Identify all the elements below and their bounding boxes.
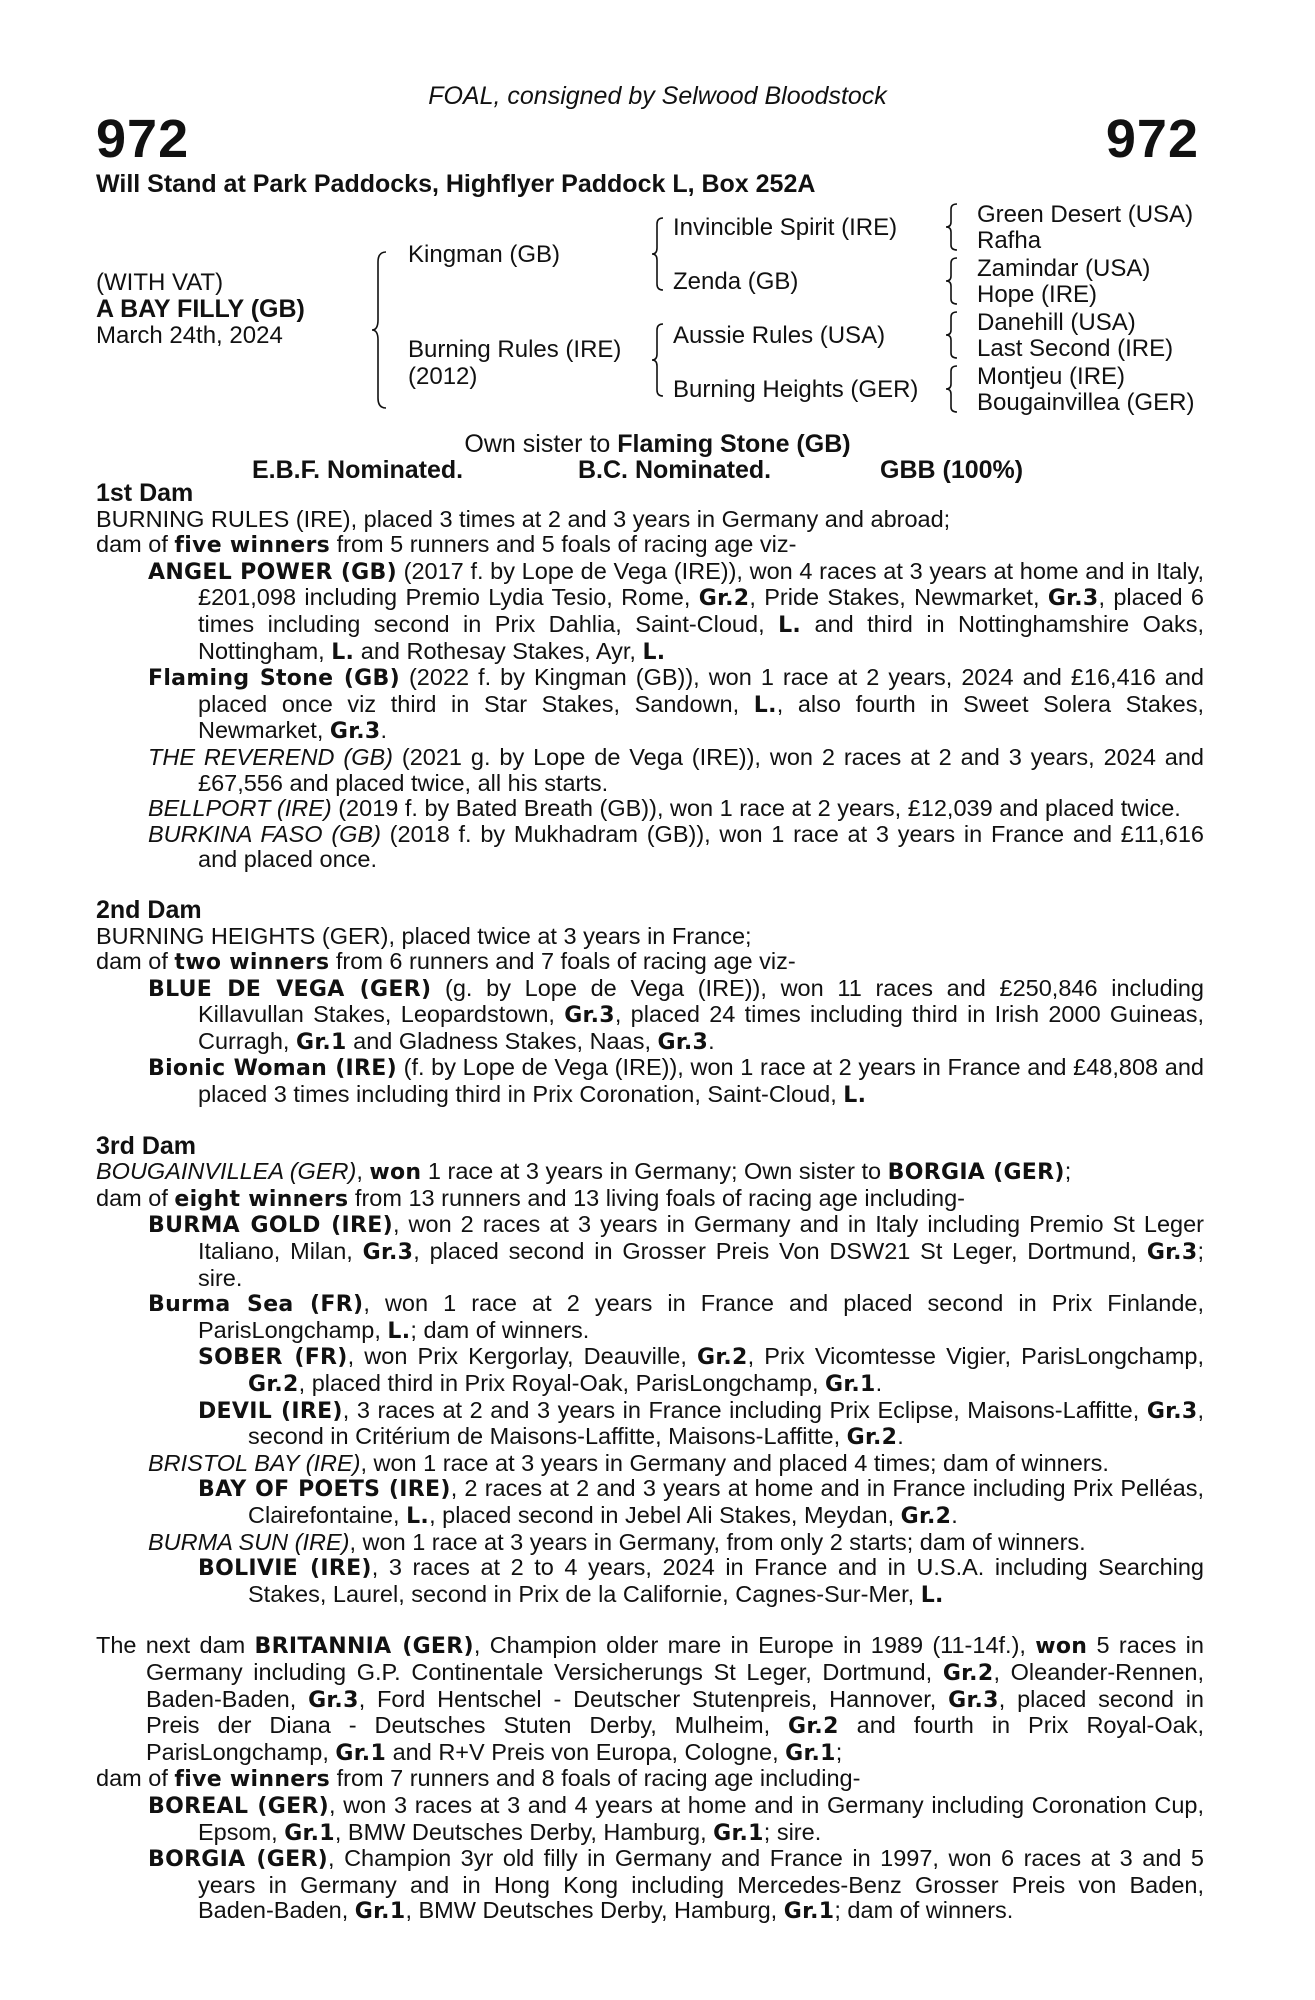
consignment-line: FOAL, consigned by Selwood Bloodstock [428, 82, 887, 110]
ggd-3: Last Second (IRE) [977, 335, 1174, 362]
ebf-nomination: E.B.F. Nominated. [252, 456, 464, 484]
pedigree-brace-sire [650, 216, 666, 292]
pedigree-brace-sd [944, 256, 960, 306]
produce-item: Bionic Woman (IRE) (f. by Lope de Vega (IRE)), won 1 race at 2 years in France and £48,808 and placed 3 times including third in Prix Coronation, Saint-Cloud, L. [148, 1054, 1204, 1109]
produce-item: SOBER (FR), won Prix Kergorlay, Deauville, Gr.2, Prix Vicomtesse Vigier, ParisLongchamp, Gr.2, placed third in Prix Royal-Oak, ParisLongchamp, Gr.1. [198, 1343, 1204, 1397]
own-sister-name: Flaming Stone (GB) [617, 430, 851, 458]
stand-location: Will Stand at Park Paddocks, Highflyer Paddock L, Box 252A [96, 170, 816, 198]
pedigree-brace-ds [944, 310, 960, 360]
pedigree-brace-main [370, 250, 390, 410]
gbb-rating: GBB (100%) [880, 456, 1024, 484]
own-sister-prefix: Own sister to [464, 430, 618, 458]
produce-item: BOREAL (GER), won 3 races at 3 and 4 years at home and in Germany including Coronation Cup, Epsom, Gr.1, BMW Deutsches Derby, Hamburg, Gr.1; sire. [148, 1791, 1204, 1846]
ggs-4: Montjeu (IRE) [977, 363, 1126, 390]
produce-item: BURKINA FASO (GB) (2018 f. by Mukhadram (GB)), won 1 race at 3 years in France and £11,616 and placed once. [148, 820, 1204, 873]
second-dam-line: BURNING HEIGHTS (GER), placed twice at 3 years in France; [96, 922, 752, 949]
pedigree-brace-dam [650, 322, 666, 398]
sire-dam: Zenda (GB) [673, 268, 799, 295]
produce-item: BAY OF POETS (IRE), 2 races at 2 and 3 years at home and in France including Prix Pelléas, Clairefontaine, L., placed second in Jebel Ali Stakes, Meydan, Gr.2. [198, 1475, 1204, 1529]
produce-item: Flaming Stone (GB) (2022 f. by Kingman (GB)), won 1 race at 2 years, 2024 and £16,416 and placed once viz third in Star Stakes, Sandown, L., also fourth in Sweet Solera Stakes, Newmarket, Gr.3. [148, 664, 1204, 745]
own-sister-line [0, 430, 1315, 459]
pedigree-brace-ss [944, 202, 960, 252]
ggd-1: Rafha [977, 227, 1042, 254]
ggs-1: Green Desert (USA) [977, 201, 1194, 228]
produce-item: BLUE DE VEGA (GER) (g. by Lope de Vega (IRE)), won 11 races and £250,846 including Killavullan Stakes, Leopardstown, Gr.3, placed 24 times including third in Irish 2000 Guineas, Curragh, Gr.1 and Gladness Stakes, Naas, Gr.3. [148, 974, 1204, 1055]
dam-year: (2012) [408, 363, 478, 390]
dam-name: Burning Rules (IRE) [408, 336, 622, 363]
ggs-3: Danehill (USA) [977, 309, 1136, 336]
third-dam-produce: dam of eight winners from 13 runners and 13 living foals of racing age including- [96, 1184, 965, 1212]
produce-item: BOLIVIE (IRE), 3 races at 2 to 4 years, 2024 in France and in U.S.A. including Searching Stakes, Laurel, second in Prix de la Californie, Cagnes-Sur-Mer, L. [198, 1554, 1204, 1608]
first-dam-line: BURNING RULES (IRE), placed 3 times at 2 and 3 years in Germany and abroad; [96, 505, 951, 532]
ggd-2: Hope (IRE) [977, 281, 1098, 308]
first-dam-heading: 1st Dam [96, 479, 194, 507]
second-dam-produce: dam of two winners from 6 runners and 7 foals of racing age viz- [96, 948, 796, 976]
produce-item: BURMA SUN (IRE), won 1 race at 3 years in Germany, from only 2 starts; dam of winners. [148, 1528, 1086, 1555]
lot-number-right: 972 [1105, 109, 1199, 169]
produce-item: ANGEL POWER (GB) (2017 f. by Lope de Vega (IRE)), won 4 races at 3 years at home and in Italy, £201,098 including Premio Lydia Tesio, Rome, Gr.2, Pride Stakes, Newmarket, Gr.3, placed 6 times including second in Prix Dahlia, Saint-Cloud, L. and third in Nottinghamshire Oaks, Nottingham, L. and Rothesay Stakes, Ayr, L. [148, 557, 1204, 665]
second-dam-heading: 2nd Dam [96, 895, 202, 924]
foaling-date: March 24th, 2024 [96, 322, 283, 349]
produce-item: THE REVEREND (GB) (2021 g. by Lope de Vega (IRE)), won 2 races at 2 and 3 years, 2024 and £67,556 and placed twice, all his starts. [148, 743, 1204, 796]
bc-nomination: B.C. Nominated. [578, 456, 772, 484]
next-dam-line: The next dam BRITANNIA (GER), Champion older mare in Europe in 1989 (11-14f.), won 5 races in Germany including G.P. Continentale Versicherungs St Leger, Dortmund, Gr.2, Oleander-Rennen, Baden-Baden, Gr.3, Ford Hentschel - Deutscher Stutenpreis, Hannover, Gr.3, placed second in Preis der Diana - Deutsches Stuten Derby, Mulheim, Gr.2 and fourth in Prix Royal-Oak, ParisLongchamp, Gr.1 and R+V Preis von Europa, Cologne, Gr.1; [96, 1632, 1204, 1766]
dam-dam: Burning Heights (GER) [673, 376, 919, 403]
horse-name: A BAY FILLY (GB) [96, 295, 305, 323]
produce-item: DEVIL (IRE), 3 races at 2 and 3 years in France including Prix Eclipse, Maisons-Laffitte, Gr.3, second in Critérium de Maisons-Laffitte, Maisons-Laffitte, Gr.2. [198, 1396, 1204, 1451]
produce-item: Burma Sea (FR), won 1 race at 2 years in France and placed second in Prix Finlande, ParisLongchamp, L.; dam of winners. [148, 1290, 1204, 1344]
produce-item: BURMA GOLD (IRE), won 2 races at 3 years in Germany and in Italy including Premio St Leger Italiano, Milan, Gr.3, placed second in Grosser Preis Von DSW21 St Leger, Dortmund, Gr.3; sire. [148, 1211, 1204, 1291]
produce-item: BRISTOL BAY (IRE), won 1 race at 3 years in Germany and placed 4 times; dam of winners. [148, 1449, 1109, 1476]
produce-item: BELLPORT (IRE) (2019 f. by Bated Breath (GB)), won 1 race at 2 years, £12,039 and placed twice. [148, 795, 1181, 822]
third-dam-line: BOUGAINVILLEA (GER), won 1 race at 3 years in Germany; Own sister to BORGIA (GER); [96, 1158, 1072, 1186]
ggd-4: Bougainvillea (GER) [977, 389, 1195, 416]
pedigree-brace-dd [944, 364, 960, 414]
vat-label: (WITH VAT) [96, 269, 224, 296]
lot-number-left: 972 [96, 109, 190, 169]
first-dam-produce: dam of five winners from 5 runners and 5 foals of racing age viz- [96, 531, 797, 559]
third-dam-heading: 3rd Dam [96, 1131, 197, 1160]
sire-sire: Invincible Spirit (IRE) [673, 214, 898, 241]
catalogue-body [96, 481, 1204, 1925]
next-dam-produce: dam of five winners from 7 runners and 8 foals of racing age including- [96, 1765, 861, 1793]
produce-item: BORGIA (GER), Champion 3yr old filly in Germany and France in 1997, won 6 races at 3 and 5 years in Germany and in Hong Kong including Mercedes-Benz Grosser Preis von Baden, Baden-Baden, Gr.1, BMW Deutsches Derby, Hamburg, Gr.1; dam of winners. [148, 1845, 1204, 1925]
dam-sire: Aussie Rules (USA) [673, 322, 886, 349]
ggs-2: Zamindar (USA) [977, 255, 1151, 282]
sire-name: Kingman (GB) [408, 241, 561, 268]
